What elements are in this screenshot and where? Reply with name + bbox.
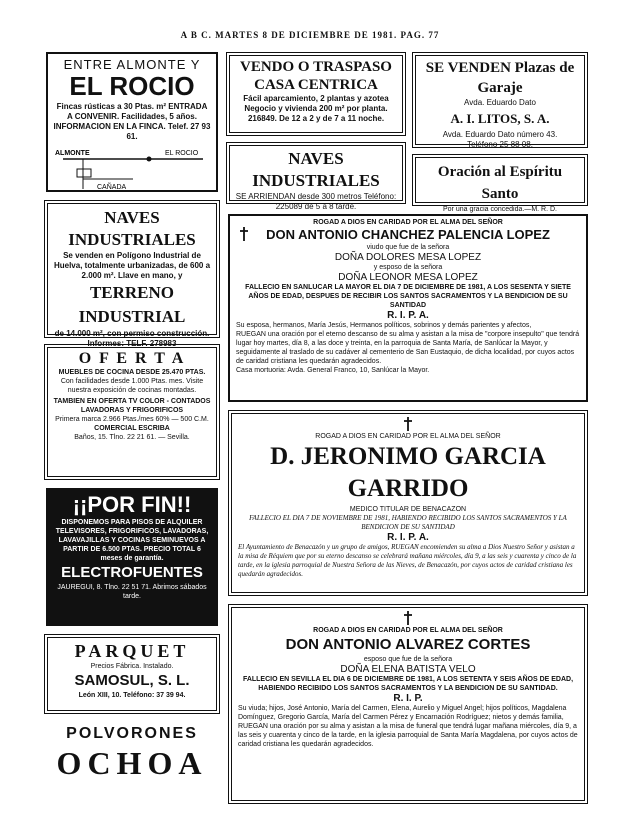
rocio-title: EL ROCIO (69, 71, 195, 101)
polvorones-title: POLVORONES (66, 725, 198, 742)
oferta-text: Con facilidades desde 1.000 Ptas. mes. Visite nuestra exposición de cocinas montadas. (60, 378, 204, 394)
cross-icon (402, 610, 414, 626)
esq1-y: y esposo de la señora (373, 264, 443, 271)
cross-icon (402, 416, 414, 432)
esq2-rip: R. I. P. A. (387, 532, 429, 543)
esq1-rip: R. I. P. A. (387, 310, 429, 321)
garaje-company: A. I. LITOS, S. A. (450, 111, 550, 126)
esq2-top: ROGAD A DIOS EN CARIDAD POR EL ALMA DEL SEÑOR (315, 433, 501, 440)
parquet-company: SAMOSUL, S. L. (74, 672, 190, 689)
oferta-precio: Primera marca 2.966 Ptas./mes 60% — 500 C.M. (55, 416, 209, 423)
oracion-text: Por una gracia concedida.—M. R. D. (443, 206, 557, 213)
ad-oracion (412, 154, 588, 213)
esq1-viudo: viudo que fue de la señora (366, 244, 450, 251)
porfin-title2: ELECTROFUENTES (61, 564, 203, 581)
parquet-text: Precios Fábrica. Instalado. (90, 663, 174, 670)
garaje-phone: Teléfono 25 88 08. (467, 140, 533, 149)
oracion-title: Oración al Espíritu Santo (437, 164, 563, 202)
esq2-name: D. JERONIMO GARCIA GARRIDO (270, 443, 546, 502)
cross-icon (238, 226, 250, 242)
esq1-wife: DOÑA DOLORES MESA LOPEZ (334, 252, 482, 263)
ad-plazas-garaje (412, 52, 588, 148)
esq1-family: Su esposa, hermanos, María Jesús, Hermanos políticos, sobrinos y demás parientes y afectos, (236, 322, 532, 329)
oferta-addr: Baños, 15. Tlno. 22 21 61. — Sevilla. (74, 434, 190, 441)
parquet-title: PARQUET (74, 641, 190, 661)
esq3-ruegan: RUEGAN una oración por su alma y asistan a la misa de funeral que tendrá lugar mañana miércoles, día 9, a las seis y cuarenta y cinco de la tarde, en la iglesia parroquial de Santa María Magdalena, por cuyos actos de caridad cristiana les quedarán agradecidos. (238, 723, 578, 748)
esq3-rip: R. I. P. (393, 693, 423, 704)
parquet-addr: León XIII, 10. Teléfono: 37 39 94. (78, 692, 186, 699)
naves-left-title: NAVES INDUSTRIALES (68, 208, 196, 249)
map-almonte-label: ALMONTE (55, 150, 90, 157)
porfin-title: ¡¡POR FIN!! (72, 492, 192, 517)
ad-naves-arriendan (226, 142, 406, 211)
esq1-casa: Casa mortuoria: Avda. General Franco, 10, Sanlúcar la Mayor. (236, 367, 430, 374)
oferta-tambien: TAMBIEN EN OFERTA TV COLOR - CONTADOS LAVADORAS Y FRIGORIFICOS (53, 398, 211, 414)
oferta-sub: MUEBLES DE COCINA DESDE 25.470 PTAS. (58, 369, 206, 376)
esq2-sub: MEDICO TITULAR DE BENACAZON (349, 506, 467, 513)
rocio-line1: ENTRE ALMONTE Y (63, 57, 201, 72)
ad-por-fin (46, 488, 218, 626)
vendo-text: Fácil aparcamiento, 2 plantas y azotea Negocio y vivienda 200 m² por planta. 216849. De 12 a 2 y de 7 a 11 noche. (243, 94, 389, 123)
naves-left-text2: de 14.000 m², con permiso construcción. Informes: TELF. 278983 (54, 329, 210, 348)
esq2-falle: FALLECIO EL DIA 7 DE NOVIEMBRE DE 1981, HABIENDO RECIBIDO LOS SANTOS SACRAMENTOS Y LA BENDICION DE SU SANTIDAD (249, 514, 567, 531)
ad-el-rocio (46, 52, 218, 192)
page-header: A B C. MARTES 8 DE DICIEMBRE DE 1981. PAG. 77 (180, 30, 440, 40)
esq1-wife2: DOÑA LEONOR MESA LOPEZ (338, 272, 478, 283)
polvorones-title2: OCHOA (56, 745, 208, 781)
ad-vendo-traspaso (226, 52, 406, 136)
esq3-family: Su viuda; hijos, José Antonio, María del Carmen, Elena, Aurelio y Miguel Angel; hijos políticos, Magdalena Domínguez, Gregorio García, María del Carmen Pérez y Encarnación Rodríguez; nietos y demás familia, (238, 705, 567, 721)
vendo-title2: CASA CENTRICA (254, 77, 378, 93)
ad-polvorones (46, 722, 218, 790)
esquela-alvarez-cortes (228, 604, 588, 804)
naves-small-title: NAVES INDUSTRIALES (252, 149, 380, 190)
map-drawing (53, 145, 213, 193)
esq1-name: DON ANTONIO CHANCHEZ PALENCIA LOPEZ (266, 227, 550, 242)
oferta-comercial: COMERCIAL ESCRIBA (94, 425, 170, 432)
map-canada-label: CAÑADA (97, 184, 127, 191)
naves-small-text: SE ARRIENDAN desde 300 metros Teléfono: 225089 de 5 a 8 tarde. (235, 192, 397, 211)
esq3-falle: FALLECIO EN SEVILLA EL DIA 6 DE DICIEMBRE DE 1981, A LOS SETENTA Y SEIS AÑOS DE EDAD, HABIENDO RECIBIDO LOS SANTOS SACRAMENTOS Y LA BENDICION DE SU SANTIDAD. (242, 676, 574, 692)
garaje-addr: Avda. Eduardo Dato (464, 98, 536, 107)
ad-parquet (44, 634, 220, 714)
naves-left-text: Se venden en Polígono Industrial de Huelva, totalmente urbanizadas, de 600 a 2.000 m². Llave en mano, y (53, 251, 211, 280)
esquela-garcia-garrido (228, 410, 588, 596)
garaje-title: SE VENDEN Plazas de Garaje (425, 60, 575, 96)
rocio-text: Fincas rústicas a 30 Ptas. m² ENTRADA A CONVENIR. Facilidades, 5 años. INFORMACION EN LA FINCA. Telef. 27 93 61. (53, 102, 211, 141)
esq2-text: El Ayuntamiento de Benacazón y un grupo de amigos, RUEGAN encomienden su alma a Dios Nuestro Señor y asistan a la misa de Réquiem que por su eterno descanso se celebrará mañana miércoles, día 9, a las seis y cuarenta y cinco de la tarde, en la iglesia parroquial de Nuestra Señora de las Nieves, de Benacazón, por cuyos actos de caridad cristiana les quedarán agradecidos. (238, 543, 577, 578)
esq3-name: DON ANTONIO ALVAREZ CORTES (285, 636, 531, 653)
esq1-ruegan: RUEGAN una oración por el eterno descanso de su alma y asistan a la misa de "corpore insepulto" que tendrá lugar hoy martes, día 8, a las doce y treinta, en la parroquia de Santa María, de Sanlúcar la Mayor, y seguidamente al traslado de su cadáver al cementerio de San Eustaquio, de dicha localidad, por cuyos actos de caridad cristiana les quedarán agradecidos. (236, 331, 580, 365)
esq1-top: ROGAD A DIOS EN CARIDAD POR EL ALMA DEL SEÑOR (313, 219, 503, 226)
ad-oferta (44, 344, 220, 480)
garaje-addr2: Avda. Eduardo Dato número 43. (442, 130, 558, 139)
porfin-addr: JAUREGUI, 8. Tlno. 22 51 71. Abrimos sábados tarde. (57, 584, 207, 600)
esq3-top: ROGAD A DIOS EN CARIDAD POR EL ALMA DEL SEÑOR (313, 627, 503, 634)
vendo-title1: VENDO O TRASPASO (240, 59, 392, 75)
naves-left-title2: TERRENO INDUSTRIAL (78, 283, 186, 326)
esq3-esposo: esposo que fue de la señora (363, 656, 453, 663)
esq3-wife: DOÑA ELENA BATISTA VELO (340, 664, 476, 675)
esquela-chanchez (228, 214, 588, 402)
ad-naves-terreno (44, 200, 220, 348)
oferta-title: O F E R T A (78, 350, 186, 367)
map-rocio-label: EL ROCIO (165, 150, 199, 157)
porfin-text: DISPONEMOS PARA PISOS DE ALQUILER TELEVISORES, FRIGORIFICOS, LAVADORAS, LAVAVAJILLAS Y COCINAS SEMINUEVOS A PARTIR DE 6.500 PTAS. PRECIO TOTAL 6 meses de garantía. (55, 519, 209, 562)
esq1-falle: FALLECIO EN SANLUCAR LA MAYOR EL DIA 7 DE DICIEMBRE DE 1981, A LOS SESENTA Y SIETE AÑOS DE EDAD, DESPUES DE RECIBIR LOS SANTOS SACRAMENTOS Y LA BENDICION DE SU SANTIDAD (245, 284, 571, 309)
